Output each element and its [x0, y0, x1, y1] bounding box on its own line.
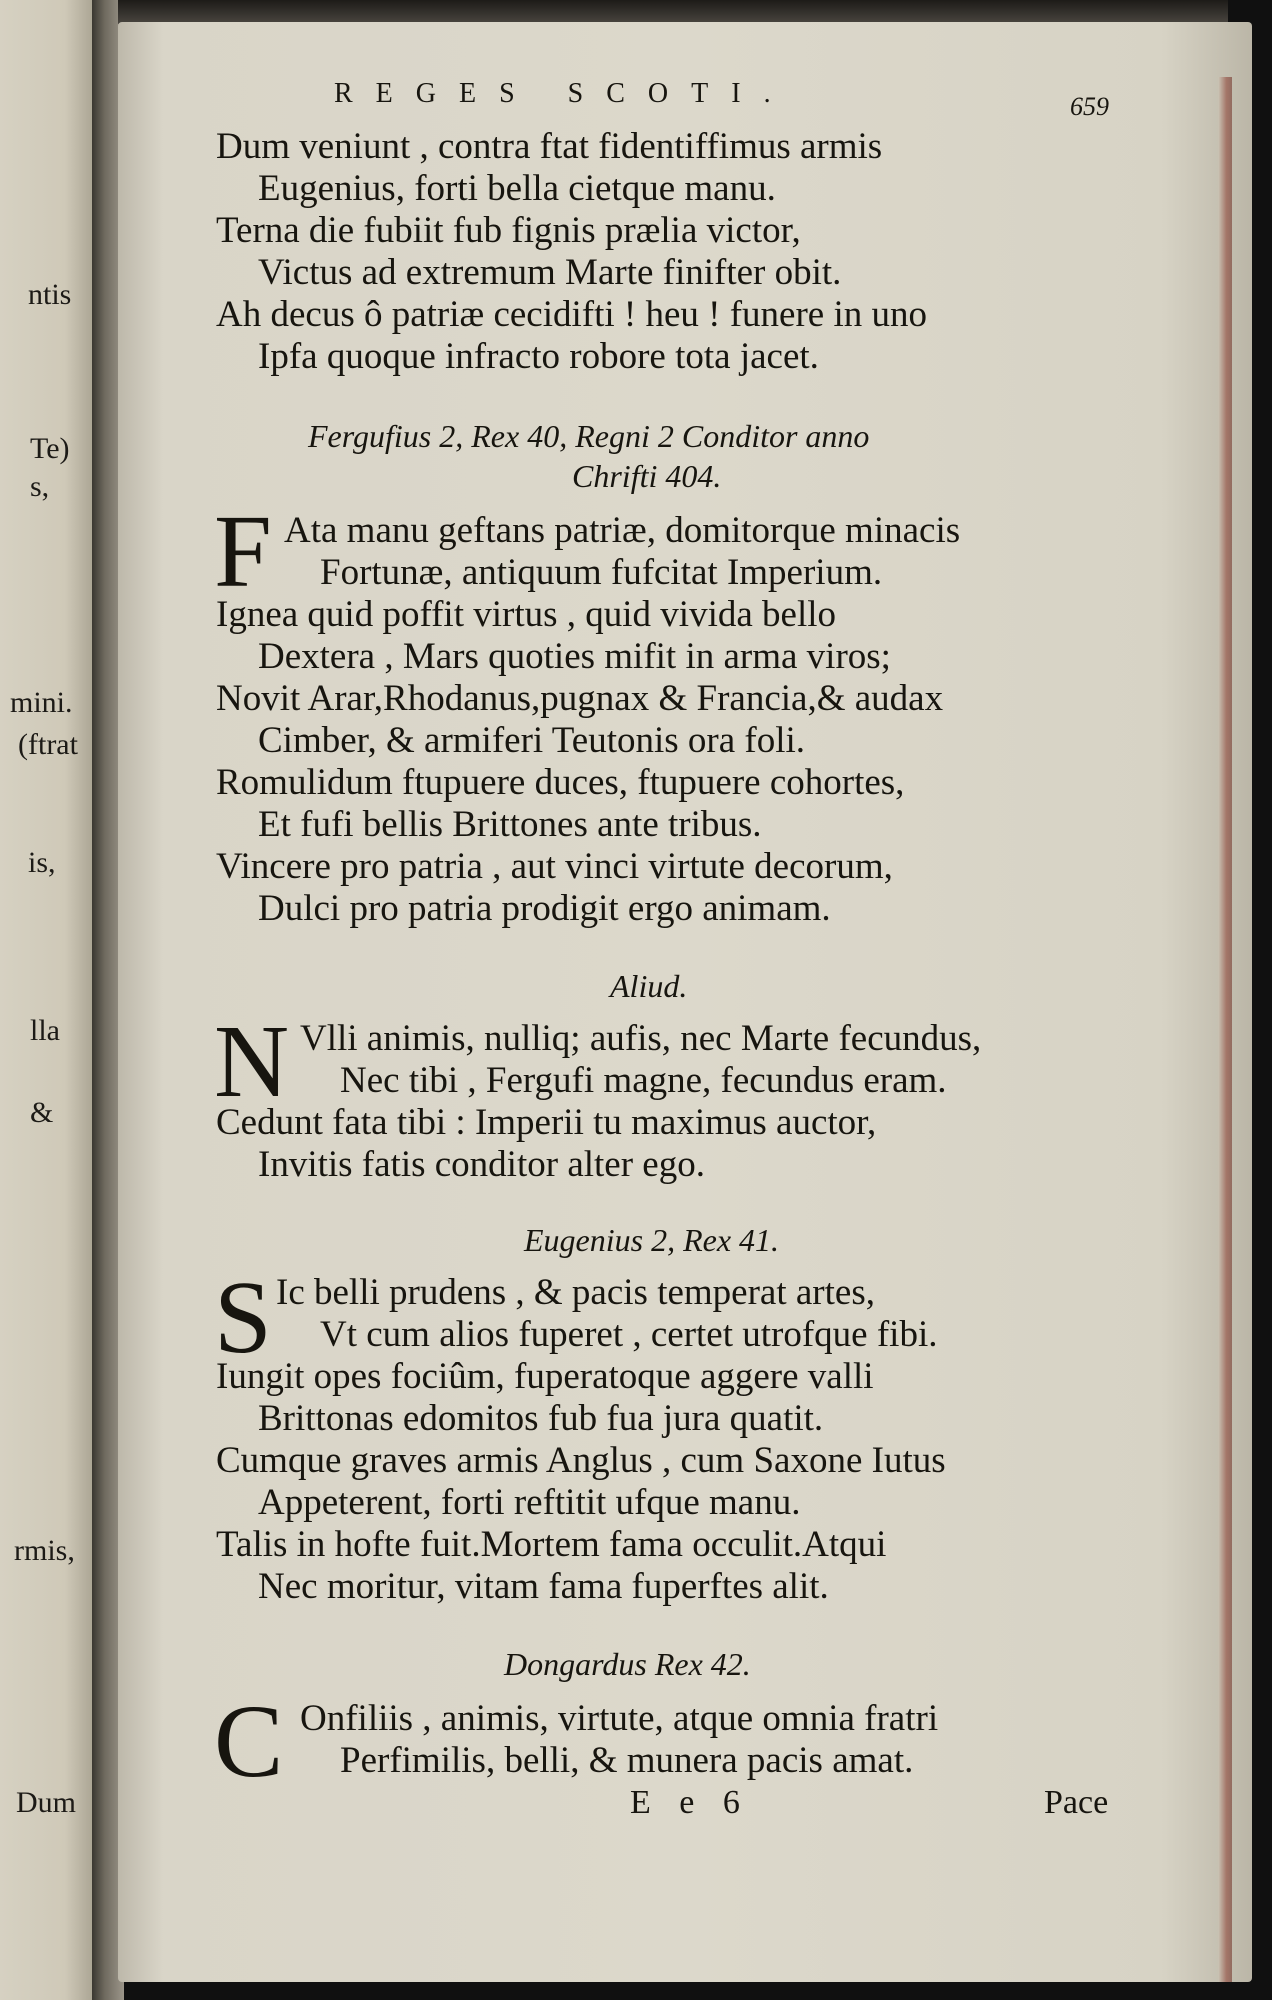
verse-line: Dum veniunt , contra ftat fidentiffimus armis	[216, 126, 883, 167]
verse-line: Dextera , Mars quoties mifit in arma viros;	[258, 636, 891, 677]
verse-line: Eugenius, forti bella cietque manu.	[258, 168, 776, 209]
left-page-fragment: mini.	[10, 686, 73, 719]
page-number: 659	[1070, 92, 1109, 121]
catchword: Pace	[1044, 1784, 1109, 1821]
running-head: REGES SCOTI.	[334, 78, 794, 109]
signature-mark: E e 6	[630, 1784, 750, 1821]
drop-cap: N	[214, 1004, 290, 1119]
left-page-fragment: is,	[28, 846, 56, 879]
verse-line: Vincere pro patria , aut vinci virtute decorum,	[216, 846, 893, 887]
verse-line: Brittonas edomitos fub fua jura quatit.	[258, 1398, 824, 1439]
section-heading: Fergufius 2, Rex 40, Regni 2 Conditor anno	[308, 418, 870, 454]
verse-line: Victus ad extremum Marte finifter obit.	[258, 252, 842, 293]
verse-line: Appeterent, forti reftitit ufque manu.	[258, 1482, 801, 1523]
verse-line: Nec moritur, vitam fama fuperftes alit.	[258, 1566, 829, 1607]
verse-line: Et fufi bellis Brittones ante tribus.	[258, 804, 762, 845]
verse-line: Perfimilis, belli, & munera pacis amat.	[340, 1740, 914, 1781]
left-page-fragment: (ftrat	[18, 728, 78, 761]
verse-line: Vt cum alios fuperet , certet utrofque fibi.	[320, 1314, 938, 1355]
verse-line: Cumque graves armis Anglus , cum Saxone Iutus	[216, 1440, 946, 1481]
drop-cap: F	[214, 494, 272, 609]
verse-line: Fortunæ, antiquum fufcitat Imperium.	[320, 552, 883, 593]
section-heading: Dongardus Rex 42.	[504, 1646, 751, 1682]
verse-line: Terna die fubiit fub fignis prælia victor,	[216, 210, 801, 251]
drop-cap: S	[214, 1260, 272, 1375]
verse-line: Iungit opes fociûm, fuperatoque aggere valli	[216, 1356, 874, 1397]
left-page-fragment: &	[30, 1096, 54, 1129]
verse-line: Ata manu geftans patriæ, domitorque minacis	[284, 510, 961, 551]
verse-line: Onfiliis , animis, virtute, atque omnia fratri	[300, 1698, 939, 1739]
left-page-fragment: Te)	[30, 432, 70, 465]
verse-line: Talis in hofte fuit.Mortem fama occulit.Atqui	[216, 1524, 887, 1565]
section-heading: Aliud.	[610, 968, 688, 1004]
section-heading: Chrifti 404.	[572, 458, 722, 494]
verse-line: Dulci pro patria prodigit ergo animam.	[258, 888, 831, 929]
left-page-fragment: s,	[30, 470, 50, 503]
verse-line: Romulidum ftupuere duces, ftupuere cohortes,	[216, 762, 905, 803]
verse-line: Ic belli prudens , & pacis temperat artes,	[276, 1272, 875, 1313]
verse-line: Cedunt fata tibi : Imperii tu maximus auctor,	[216, 1102, 877, 1143]
verse-line: Ah decus ô patriæ cecidifti ! heu ! funere in uno	[216, 294, 927, 335]
left-page-fragment: Dum	[16, 1786, 76, 1819]
left-page-fragment: ntis	[28, 278, 72, 311]
drop-cap: C	[214, 1684, 284, 1799]
verse-line: Vlli animis, nulliq; aufis, nec Marte fecundus,	[300, 1018, 982, 1059]
verse-line: Invitis fatis conditor alter ego.	[258, 1144, 705, 1185]
verse-line: Novit Arar,Rhodanus,pugnax & Francia,& audax	[216, 678, 944, 719]
verse-line: Nec tibi , Fergufi magne, fecundus eram.	[340, 1060, 947, 1101]
verse-line: Ignea quid poffit virtus , quid vivida bello	[216, 594, 837, 635]
section-heading: Eugenius 2, Rex 41.	[524, 1222, 780, 1258]
verse-line: Cimber, & armiferi Teutonis ora foli.	[258, 720, 806, 761]
left-page-fragment: lla	[30, 1014, 60, 1047]
verse-line: Ipfa quoque infracto robore tota jacet.	[258, 336, 819, 377]
left-page-fragment: rmis,	[14, 1534, 75, 1567]
